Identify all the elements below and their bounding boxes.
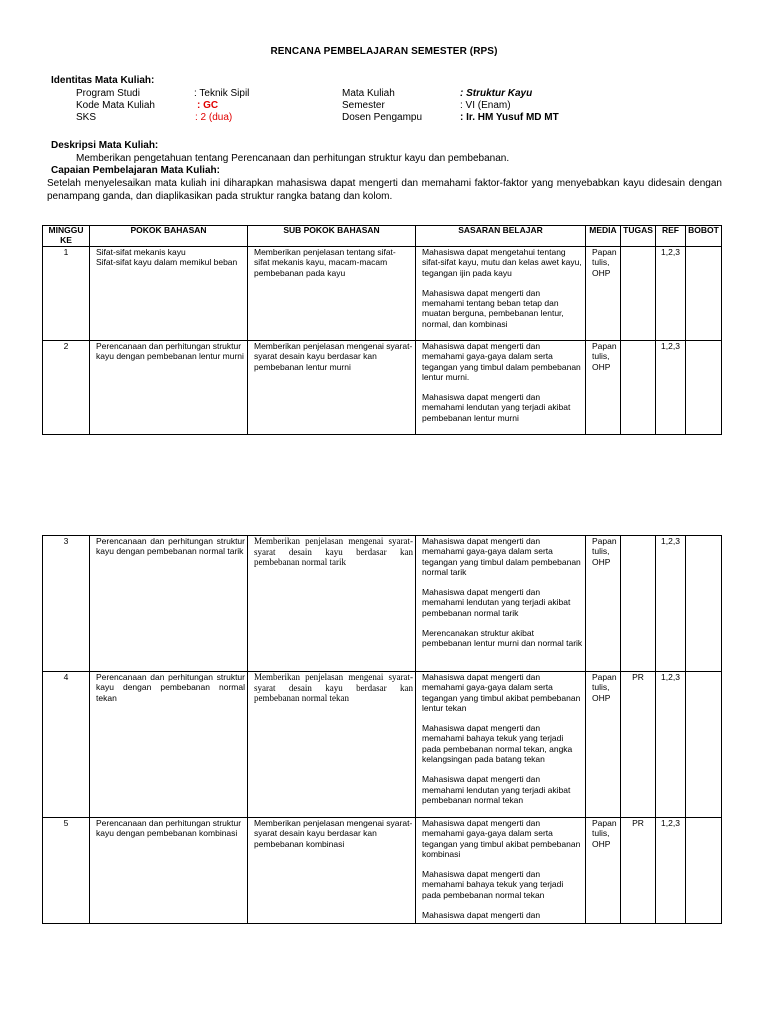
sasaran-item: Merencanakan struktur akibat pembebanan lentur murni dan normal tarik (422, 628, 583, 649)
sks-label: SKS (76, 112, 97, 123)
cell-media: Papan tulis, OHP (586, 536, 621, 672)
cell-bobot (686, 536, 722, 672)
cell-pokok: Sifat-sifat mekanis kayu Sifat-sifat kayu dalam memikul beban (90, 247, 248, 341)
sasaran-item: Mahasiswa dapat mengerti dan memahami lendutan yang terjadi akibat pembebanan normal tekan (422, 774, 571, 805)
sasaran-item: Mahasiswa dapat mengerti dan memahami tentang beban tetap dan muatan berguna, pembebanan lentur, normal, dan kombinasi (422, 287, 564, 329)
cell-media: Papan tulis, OHP (586, 818, 621, 924)
rps-table-2 (42, 535, 722, 924)
cell-ref: 1,2,3 (656, 672, 686, 818)
cell-tugas (621, 341, 656, 435)
sasaran-item: Mahasiswa dapat mengerti dan memahami bahaya tekuk yang terjadi pada pembebanan normal tekan (422, 869, 564, 900)
cell-sasaran (416, 247, 586, 341)
deskripsi-heading: Deskripsi Mata Kuliah: (51, 140, 159, 151)
cell-minggu: 1 (43, 247, 90, 341)
dosen-label: Dosen Pengampu (342, 112, 423, 123)
sks-value: : 2 (dua) (195, 112, 233, 123)
identitas-heading: Identitas Mata Kuliah: (51, 75, 155, 86)
table-row (43, 247, 722, 341)
cell-media: Papan tulis, OHP (586, 341, 621, 435)
cell-tugas: PR (621, 672, 656, 818)
sasaran-item: Mahasiswa dapat mengetahui tentang sifat-sifat kayu, mutu dan kelas awet kayu, tegangan ijin pada kayu (422, 247, 582, 278)
sasaran-item: Mahasiswa dapat mengerti dan memahami gaya-gaya dalam serta tegangan yang timbul akibat pembebanan lentur tekan (422, 672, 581, 713)
mata-kuliah-value: : Struktur Kayu (460, 88, 533, 99)
table-header-row (43, 226, 722, 247)
cell-pokok: Perencanaan dan perhitungan struktur kayu dengan pembebanan kombinasi (90, 818, 248, 924)
sasaran-item: Mahasiswa dapat mengerti dan memahami lendutan yang terjadi akibat pembebanan normal tarik (422, 587, 571, 618)
cell-ref: 1,2,3 (656, 818, 686, 924)
program-studi-value: : Teknik Sipil (194, 88, 250, 99)
cell-bobot (686, 247, 722, 341)
program-studi-label: Program Studi (76, 88, 140, 99)
sasaran-item: Mahasiswa dapat mengerti dan memahami gaya-gaya dalam serta tegangan yang timbul akibat pembebanan kombinasi (422, 818, 581, 859)
cell-bobot (686, 818, 722, 924)
table-row (43, 818, 722, 924)
table-row (43, 536, 722, 672)
semester-label: Semester (342, 100, 385, 111)
header-tugas: TUGAS (621, 226, 656, 247)
cell-tugas (621, 247, 656, 341)
cell-minggu: 5 (43, 818, 90, 924)
sasaran-item: Mahasiswa dapat mengerti dan memahami gaya-gaya dalam serta tegangan yang timbul dalam pembebanan lentur murni. (422, 341, 581, 382)
cell-sub: Memberikan penjelasan tentang sifat- sifat mekanis kayu, macam-macam pembebanan pada kayu (248, 247, 416, 341)
header-sasaran-belajar: SASARAN BELAJAR (416, 226, 586, 247)
semester-value: : VI (Enam) (460, 100, 511, 111)
cell-sasaran (416, 672, 586, 818)
sasaran-item: Mahasiswa dapat mengerti dan memahami lendutan yang terjadi akibat pembebanan lentur murni (422, 392, 571, 423)
cell-sasaran (416, 536, 586, 672)
cell-sasaran (416, 341, 586, 435)
cell-minggu: 2 (43, 341, 90, 435)
capaian-heading: Capaian Pembelajaran Mata Kuliah: (51, 165, 220, 176)
capaian-text: Setelah menyelesaikan mata kuliah ini diharapkan mahasiswa dapat mengerti dan memahami faktor-faktor yang menyebabkan kayu didesain dengan penampang ganda, dan diaplikasikan pada struktur rangka batang dan kolom. (47, 178, 722, 202)
cell-bobot (686, 672, 722, 818)
table-row (43, 672, 722, 818)
dosen-value: : Ir. HM Yusuf MD MT (460, 112, 559, 123)
header-media: MEDIA (586, 226, 621, 247)
cell-ref: 1,2,3 (656, 341, 686, 435)
cell-sasaran (416, 818, 586, 924)
cell-ref: 1,2,3 (656, 247, 686, 341)
mata-kuliah-label: Mata Kuliah (342, 88, 395, 99)
cell-tugas: PR (621, 818, 656, 924)
kode-mata-kuliah-value: : GC (197, 100, 219, 111)
header-ref: REF (656, 226, 686, 247)
cell-pokok: Perencanaan dan perhitungan struktur kayu dengan pembebanan lentur murni (90, 341, 248, 435)
header-sub-pokok-bahasan: SUB POKOK BAHASAN (248, 226, 416, 247)
cell-sub: Memberikan penjelasan mengenai syarat-syarat desain kayu berdasar kan pembebanan normal tarik (248, 536, 416, 672)
cell-sub: Memberikan penjelasan mengenai syarat-syarat desain kayu berdasar kan pembebanan kombinasi (248, 818, 416, 924)
sasaran-item: Mahasiswa dapat mengerti dan memahami bahaya tekuk yang terjadi pada pembebanan normal tekan, angka kelangsingan pada batang tekan (422, 723, 573, 765)
sasaran-item: Mahasiswa dapat mengerti dan (422, 910, 541, 921)
cell-minggu: 3 (43, 536, 90, 672)
sasaran-item: Mahasiswa dapat mengerti dan memahami gaya-gaya dalam serta tegangan yang timbul dalam pembebanan normal tarik (422, 536, 581, 577)
cell-sub: Memberikan penjelasan mengenai syarat-syarat desain kayu berdasar kan pembebanan lentur murni (248, 341, 416, 435)
cell-media: Papan tulis, OHP (586, 247, 621, 341)
cell-sub: Memberikan penjelasan mengenai syarat-syarat desain kayu berdasar kan pembebanan normal tekan (248, 672, 416, 818)
header-pokok-bahasan: POKOK BAHASAN (90, 226, 248, 247)
header-bobot: BOBOT (686, 226, 722, 247)
cell-pokok: Perencanaan dan perhitungan struktur kayu dengan pembebanan normal tekan (90, 672, 248, 818)
header-minggu: MINGGU KE (43, 226, 90, 247)
kode-mata-kuliah-label: Kode Mata Kuliah (76, 100, 155, 111)
rps-table-1 (42, 225, 722, 435)
cell-bobot (686, 341, 722, 435)
deskripsi-text: Memberikan pengetahuan tentang Perencanaan dan perhitungan struktur kayu dan pembebanan. (76, 153, 510, 164)
document-title: RENCANA PEMBELAJARAN SEMESTER (RPS) (270, 46, 498, 57)
table-row (43, 341, 722, 435)
cell-pokok: Perencanaan dan perhitungan struktur kayu dengan pembebanan normal tarik (90, 536, 248, 672)
cell-media: Papan tulis, OHP (586, 672, 621, 818)
cell-tugas (621, 536, 656, 672)
cell-minggu: 4 (43, 672, 90, 818)
cell-ref: 1,2,3 (656, 536, 686, 672)
